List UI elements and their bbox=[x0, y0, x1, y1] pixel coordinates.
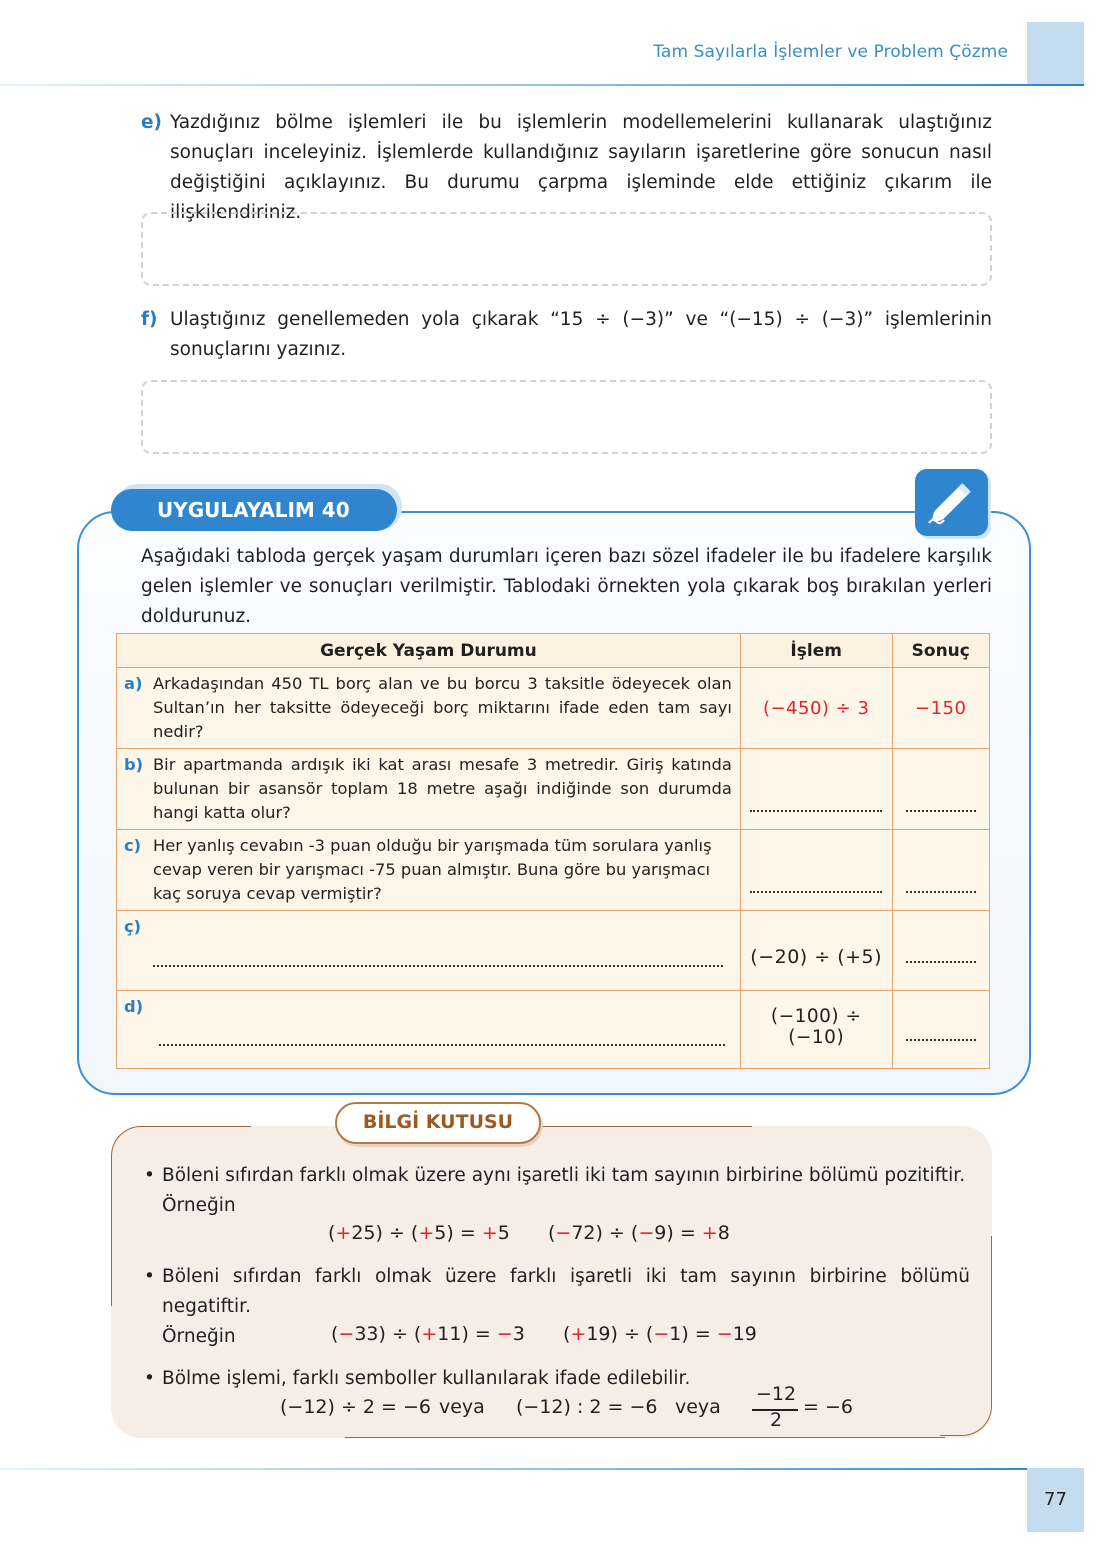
header-result: Sonuç bbox=[892, 634, 990, 668]
result-cell: −150 bbox=[892, 668, 990, 749]
or-word: veya bbox=[439, 1396, 485, 1418]
question-e bbox=[141, 108, 992, 228]
bullet-dot: • bbox=[144, 1266, 155, 1287]
operation-blank[interactable] bbox=[740, 830, 892, 911]
fraction-numerator: −12 bbox=[755, 1383, 797, 1405]
bullet-text: Bölme işlemi, farklı semboller kullanılarak ifade edilebilir. bbox=[162, 1368, 691, 1389]
page-number: 77 bbox=[1027, 1468, 1084, 1532]
header-situation: Gerçek Yaşam Durumu bbox=[117, 634, 741, 668]
situation-text: Bir apartmanda ardışık iki kat arası mesafe 3 metredir. Giriş katında bulunan bir asansör toplam 18 metre aşağı indiğinde son durumda hangi katta olur? bbox=[153, 755, 732, 822]
bullet-text: Böleni sıfırdan farklı olmak üzere aynı işaretli iki tam sayının birbirine bölümü pozitiftir. bbox=[162, 1165, 966, 1186]
answer-box-e[interactable] bbox=[141, 212, 992, 286]
question-f-letter: f) bbox=[141, 309, 158, 330]
operation-cell: (−100) ÷ (−10) bbox=[740, 991, 892, 1069]
situation-cell bbox=[117, 668, 741, 749]
situation-blank[interactable] bbox=[117, 911, 741, 991]
situation-text: Arkadaşından 450 TL borç alan ve bu borcu 3 taksitle ödeyecek olan Sultan’ın her taksitte ödeyeceği borç miktarını ifade eden tam sayı nedir? bbox=[153, 674, 732, 741]
info-box-title: BİLGİ KUTUSU bbox=[335, 1102, 541, 1144]
result-dots bbox=[906, 802, 976, 812]
bullet-dot: • bbox=[144, 1165, 155, 1186]
row-label: b) bbox=[124, 755, 144, 774]
situation-blank[interactable] bbox=[117, 991, 741, 1069]
fraction-denominator: 2 bbox=[769, 1409, 783, 1431]
result-dots bbox=[906, 883, 976, 893]
table-row-b bbox=[117, 749, 990, 830]
result-dots bbox=[906, 953, 976, 963]
bullet-text: Böleni sıfırdan farklı olmak üzere farklı işaretli iki tam sayının birbirine bölümü negatiftir. bbox=[162, 1266, 970, 1317]
fraction-result: = −6 bbox=[803, 1396, 853, 1418]
question-f-text: Ulaştığınız genellemeden yola çıkarak “15 ÷ (−3)” ve “(−15) ÷ (−3)” işlemlerinin sonuçlarını yazınız. bbox=[170, 309, 992, 360]
example-math: (+19) ÷ (−1) = −19 bbox=[563, 1323, 757, 1345]
situation-text: Her yanlış cevabın -3 puan olduğu bir yarışmada tüm sorulara yanlış cevap veren bir yarışmacı -75 puan almıştır. Buna göre bu yarışmacı kaç soruya cevap vermiştir? bbox=[153, 836, 712, 903]
answer-box-f[interactable] bbox=[141, 380, 992, 454]
info-box-border bbox=[345, 1437, 945, 1438]
result-blank[interactable] bbox=[892, 991, 990, 1069]
row-label: c) bbox=[124, 836, 142, 855]
table-row-d bbox=[117, 991, 990, 1069]
question-f bbox=[141, 305, 992, 365]
table-header-row bbox=[117, 634, 990, 668]
question-e-letter: e) bbox=[141, 112, 163, 133]
operation-cell: (−20) ÷ (+5) bbox=[740, 911, 892, 991]
exercise-intro: Aşağıdaki tabloda gerçek yaşam durumları içeren bazı sözel ifadeler ile bu ifadelere karşılık gelen işlemler ve sonuçları verilmiştir. Tablodaki örnekten yola çıkarak boş bırakılan yerleri doldurunuz. bbox=[141, 546, 992, 627]
situation-cell bbox=[117, 749, 741, 830]
example-math: (−72) ÷ (−9) = +8 bbox=[548, 1222, 730, 1244]
operation-dots bbox=[750, 802, 882, 812]
table-row-a bbox=[117, 668, 990, 749]
pencil-icon bbox=[915, 469, 988, 536]
row-label: d) bbox=[124, 997, 144, 1016]
example-math: (−33) ÷ (+11) = −3 bbox=[331, 1323, 525, 1345]
situation-dots bbox=[159, 1036, 725, 1046]
result-blank[interactable] bbox=[892, 830, 990, 911]
result-blank[interactable] bbox=[892, 749, 990, 830]
row-label: a) bbox=[124, 674, 143, 693]
header-tab bbox=[1027, 22, 1084, 85]
question-e-text: Yazdığınız bölme işlemleri ile bu işlemlerin modellemelerini kullanarak ulaştığınız sonuçları inceleyiniz. İşlemlerde kullandığınız sayıların işaretlerine göre sonucun nasıl değiştiğini açıklayınız. Bu durumu çarpma işleminde elde ettiğiniz çıkarım ile ilişkilendiriniz. bbox=[170, 112, 992, 223]
result-blank[interactable] bbox=[892, 911, 990, 991]
result-dots bbox=[906, 1031, 976, 1041]
info-bullet-1 bbox=[144, 1161, 970, 1221]
exercise-table bbox=[116, 633, 990, 1069]
or-word: veya bbox=[675, 1396, 721, 1418]
example-math: (+25) ÷ (+5) = +5 bbox=[328, 1222, 510, 1244]
operation-blank[interactable] bbox=[740, 749, 892, 830]
footer-divider bbox=[0, 1468, 1084, 1470]
operation-dots bbox=[750, 883, 882, 893]
chapter-title: Tam Sayılarla İşlemler ve Problem Çözme bbox=[653, 42, 1008, 62]
exercise-title: UYGULAYALIM 40 bbox=[111, 489, 397, 531]
info-bullet-3 bbox=[144, 1364, 970, 1394]
bullet-dot: • bbox=[144, 1368, 155, 1389]
info-box-border bbox=[540, 1126, 752, 1127]
header-operation: İşlem bbox=[740, 634, 892, 668]
operation-cell: (−450) ÷ 3 bbox=[740, 668, 892, 749]
symbol-expr-colon: (−12) : 2 = −6 bbox=[516, 1396, 658, 1418]
table-row-c-cedilla bbox=[117, 911, 990, 991]
row-label: ç) bbox=[124, 917, 142, 936]
symbol-expr-divide: (−12) ÷ 2 = −6 bbox=[280, 1396, 432, 1418]
info-bullet-2 bbox=[144, 1262, 970, 1352]
example-label: Örneğin bbox=[162, 1195, 236, 1216]
situation-cell bbox=[117, 830, 741, 911]
table-row-c bbox=[117, 830, 990, 911]
situation-dots bbox=[153, 957, 723, 967]
example-label: Örneğin bbox=[162, 1326, 236, 1347]
header-divider bbox=[0, 84, 1084, 86]
